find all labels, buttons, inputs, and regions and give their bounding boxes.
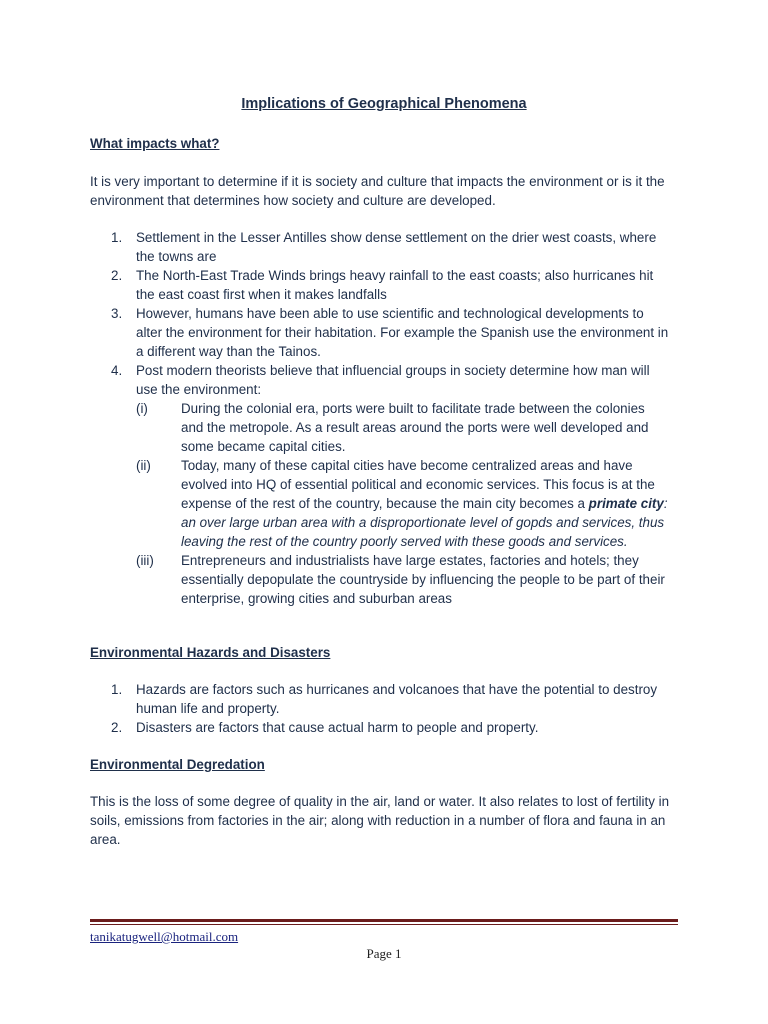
list-number: 2. xyxy=(111,720,123,735)
list-item-text: However, humans have been able to use scientific and technological developments to alter the environment for their habitation. For example the Spanish use the environment in a different way than the Tainos. xyxy=(136,306,669,359)
sub-list-number: (i) xyxy=(136,401,148,416)
sub-list-item xyxy=(136,551,670,608)
list-item-text: The North-East Trade Winds brings heavy rainfall to the east coasts; also hurricanes hit the east coast first when it makes landfalls xyxy=(136,268,654,302)
degradation-paragraph: This is the loss of some degree of quality in the air, land or water. It also relates to lost of fertility in soils, emissions from factories in the air; along with reduction in a number of flora and fauna in an area. xyxy=(90,794,670,847)
list-item xyxy=(90,304,670,361)
list-number: 4. xyxy=(111,363,123,378)
page-number: Page 1 xyxy=(366,946,402,961)
footer-email-link[interactable]: tanikatugwell@hotmail.com xyxy=(90,929,239,944)
list-item-text: Disasters are factors that cause actual harm to people and property. xyxy=(136,720,539,735)
list-number: 1. xyxy=(111,682,123,697)
list-item xyxy=(90,680,670,718)
definition-text: : an over large urban area with a disproportionate level of gopds and services, thus leaving the rest of the country poorly served with these goods and services. xyxy=(181,496,668,549)
sub-list-item-text: Entrepreneurs and industrialists have large estates, factories and hotels; they essentially depopulate the countryside by influencing the people to be part of their enterprise, growing cities and suburban areas xyxy=(181,553,665,606)
hazards-list xyxy=(90,680,670,737)
sub-list-number: (iii) xyxy=(136,553,154,568)
impacts-list xyxy=(90,228,670,608)
section-heading-what-impacts: What impacts what? xyxy=(90,136,220,151)
list-item-text: Settlement in the Lesser Antilles show dense settlement on the drier west coasts, where the towns are xyxy=(136,230,657,264)
sub-list xyxy=(136,399,670,608)
list-number: 2. xyxy=(111,268,123,283)
footer-divider xyxy=(90,919,678,925)
list-number: 1. xyxy=(111,230,123,245)
sub-list-item xyxy=(136,399,670,456)
sub-list-item-text: Today, many of these capital cities have become centralized areas and have evolved into HQ of essential political and economic services. This focus is at the expense of the rest of the country, because the main city becomes a xyxy=(181,458,655,511)
list-item-text: Post modern theorists believe that influencial groups in society determine how man will use the environment: xyxy=(136,363,650,397)
list-item xyxy=(90,361,670,608)
list-number: 3. xyxy=(111,306,123,321)
list-item xyxy=(90,228,670,266)
list-item-text: Hazards are factors such as hurricanes and volcanoes that have the potential to destroy human life and property. xyxy=(136,682,658,716)
sub-list-item-text: During the colonial era, ports were built to facilitate trade between the colonies and the metropole. As a result areas around the ports were well developed and some became capital cities. xyxy=(181,401,649,454)
list-item xyxy=(90,718,670,737)
page-title: Implications of Geographical Phenomena xyxy=(241,96,527,112)
section-heading-hazards: Environmental Hazards and Disasters xyxy=(90,645,331,660)
list-item xyxy=(90,266,670,304)
section-heading-degradation: Environmental Degredation xyxy=(90,757,265,772)
sub-list-number: (ii) xyxy=(136,458,151,473)
primate-city-term: primate city xyxy=(588,496,664,511)
intro-paragraph: It is very important to determine if it is society and culture that impacts the environment or is it the environment that determines how society and culture are developed. xyxy=(90,174,665,208)
sub-list-item xyxy=(136,456,670,551)
